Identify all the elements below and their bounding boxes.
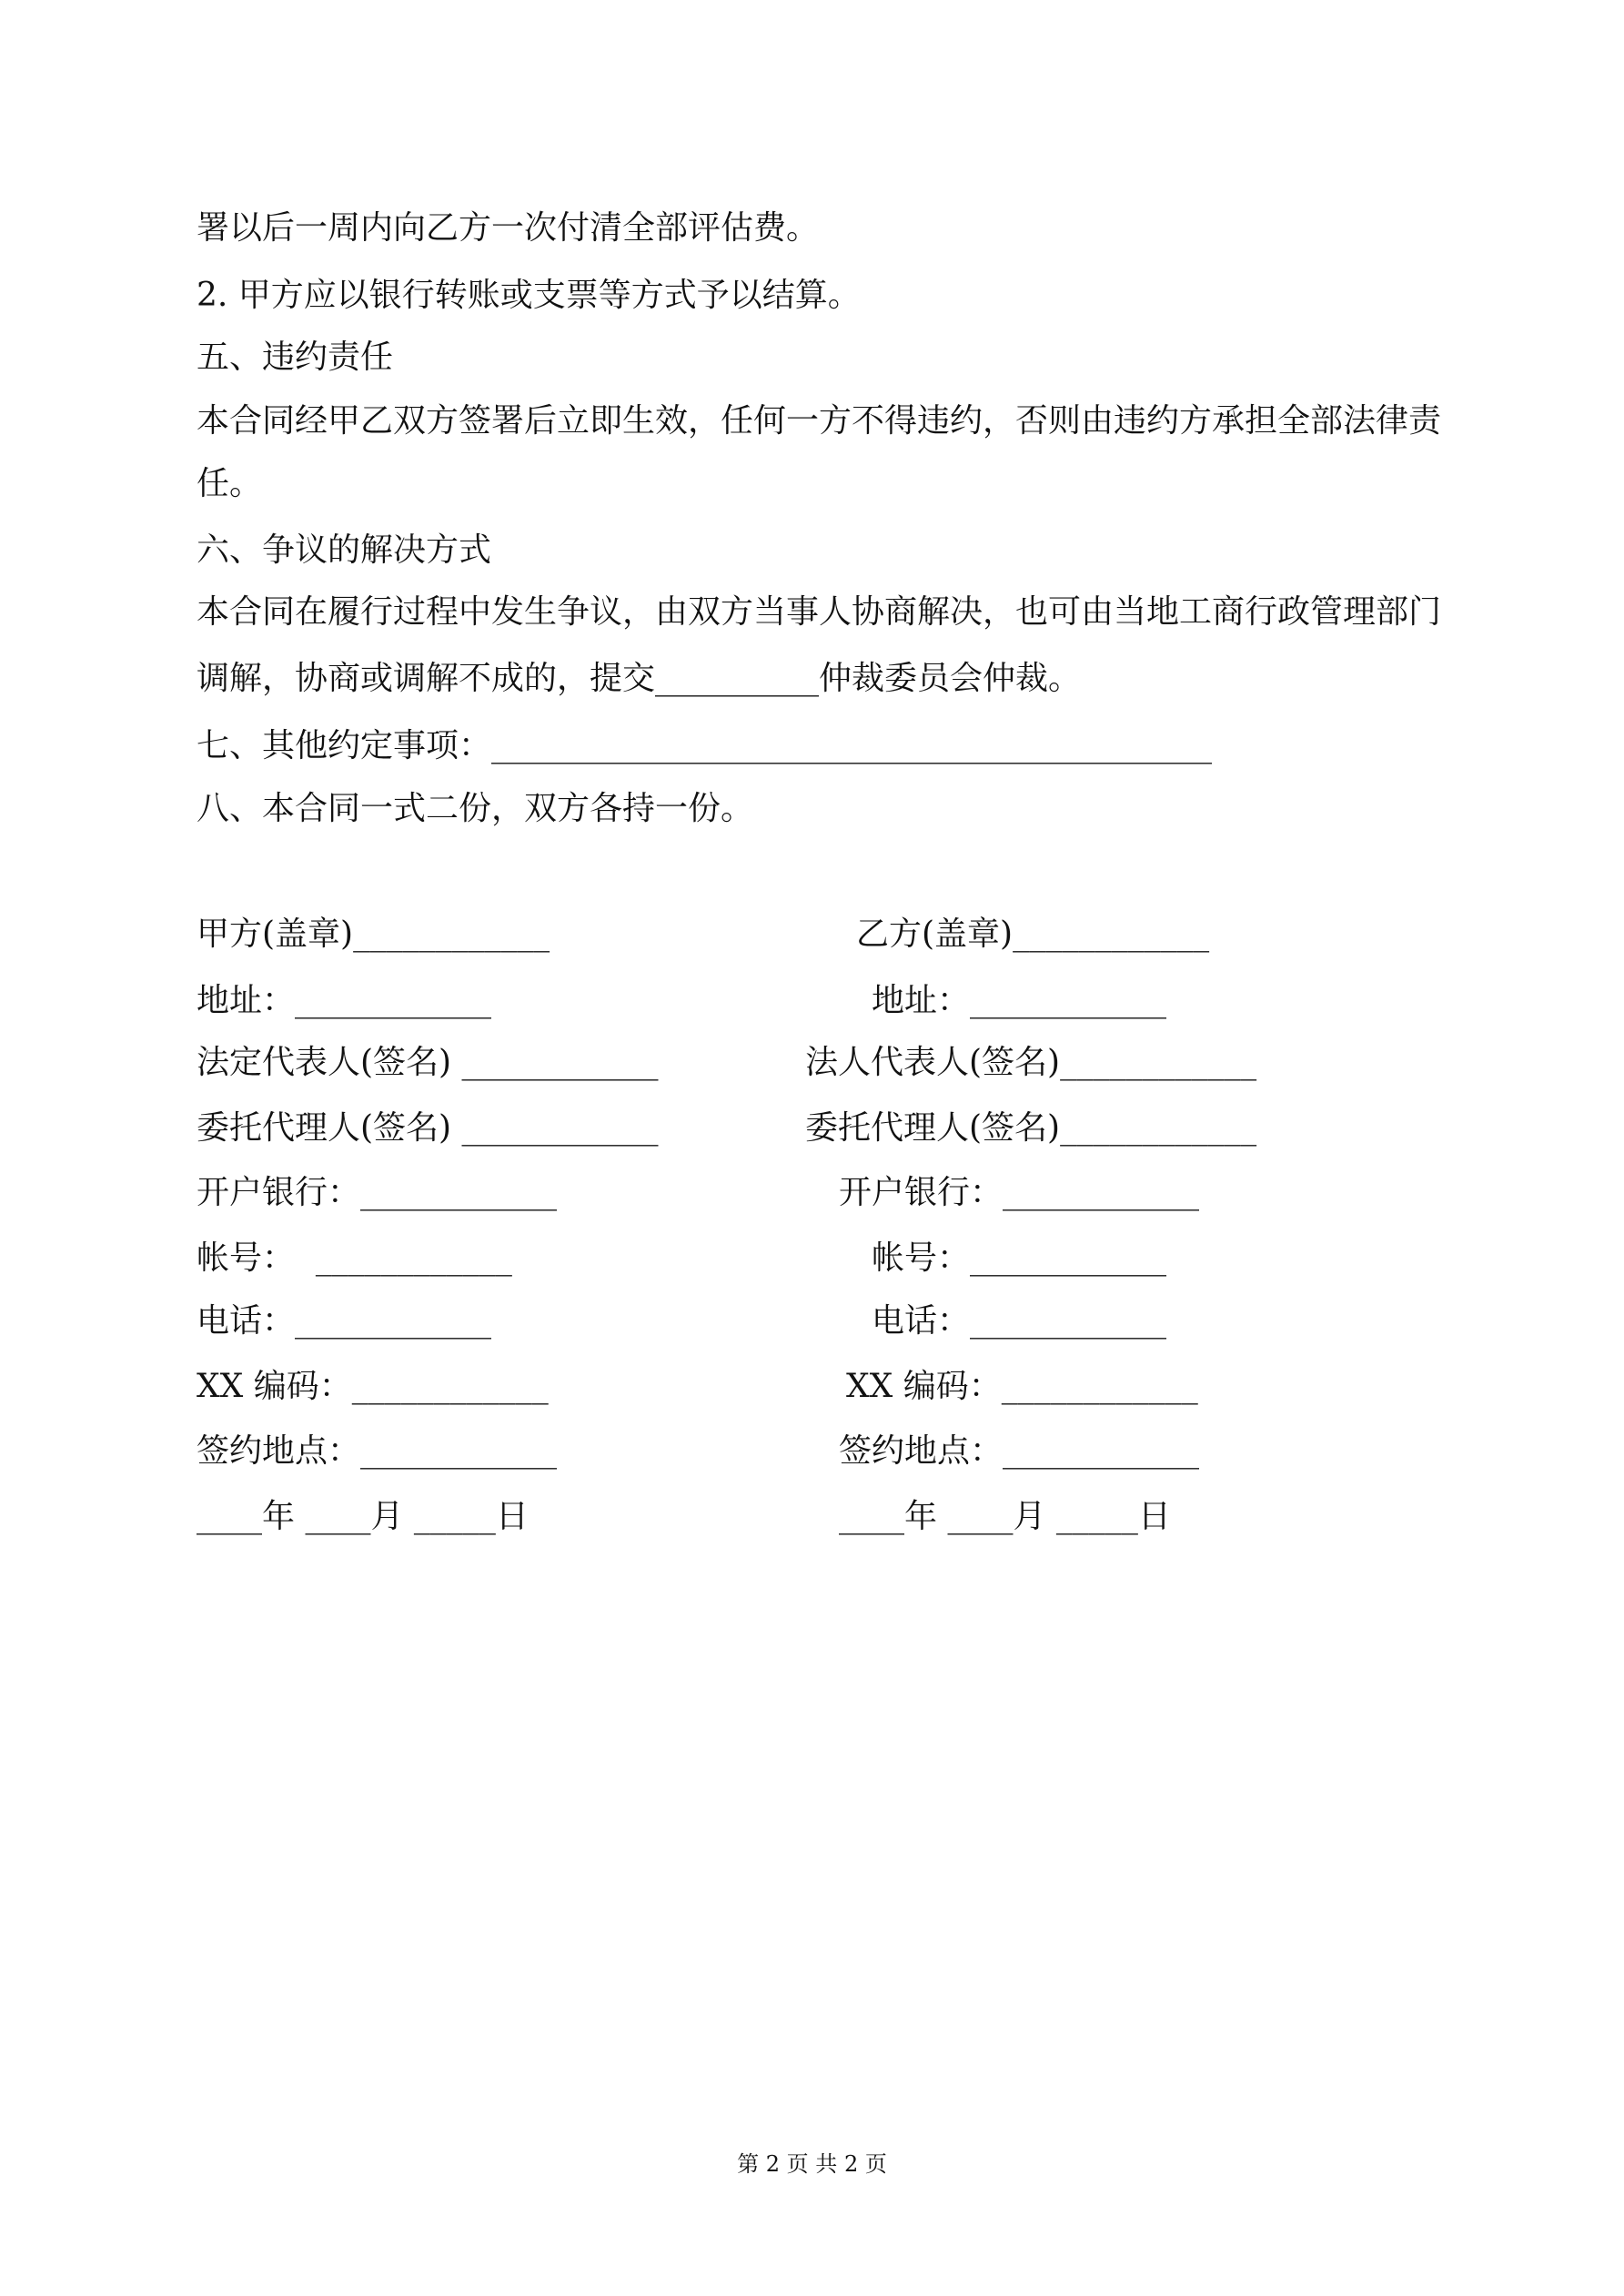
copies-clause: 八、本合同一式二份，双方各持一份。 xyxy=(197,790,754,827)
party-a-bank: 开户银行：____________ xyxy=(197,1174,558,1211)
other-terms-line: 七、其他约定事项：____________________________________________ xyxy=(197,727,1213,764)
section-heading-breach: 五、违约责任 xyxy=(197,339,394,376)
party-a-seal: 甲方(盖章)____________ xyxy=(197,915,550,953)
dispute-clause-line-1: 本合同在履行过程中发生争议，由双方当事人协商解决，也可由当地工商行政管理部门 xyxy=(197,593,1442,631)
payment-method-clause: 2. 甲方应以银行转账或支票等方式予以结算。 xyxy=(197,277,861,314)
party-b-code: XX 编码：____________ xyxy=(846,1368,1198,1405)
party-b-agent: 委托代理人(签名)____________ xyxy=(805,1109,1257,1147)
breach-clause-line-1: 本合同经甲乙双方签署后立即生效，任何一方不得违约，否则由违约方承担全部法律责 xyxy=(197,402,1442,440)
party-a-legal-rep: 法定代表人(签名) ____________ xyxy=(197,1044,659,1081)
party-b-seal: 乙方(盖章)____________ xyxy=(856,915,1210,953)
party-b-signing-place: 签约地点：____________ xyxy=(839,1432,1200,1470)
party-a-code: XX 编码：____________ xyxy=(197,1368,549,1405)
party-a-address: 地址：____________ xyxy=(197,982,492,1019)
section-heading-dispute: 六、争议的解决方式 xyxy=(197,531,492,569)
dispute-clause-line-2: 调解，协商或调解不成的，提交__________仲裁委员会仲裁。 xyxy=(197,660,1082,697)
party-a-phone: 电话：____________ xyxy=(197,1302,492,1340)
breach-clause-line-2: 任。 xyxy=(197,465,263,502)
party-a-account: 帐号： ____________ xyxy=(197,1239,512,1277)
party-a-signing-place: 签约地点：____________ xyxy=(197,1432,558,1470)
party-b-account: 帐号：____________ xyxy=(872,1239,1167,1277)
party-b-date: ____年 ____月 _____日 xyxy=(839,1498,1171,1535)
payment-clause-continuation: 署以后一周内向乙方一次付清全部评估费。 xyxy=(197,209,820,247)
party-a-date: ____年 ____月 _____日 xyxy=(197,1498,529,1535)
party-b-bank: 开户银行：____________ xyxy=(839,1174,1200,1211)
party-b-phone: 电话：____________ xyxy=(872,1302,1167,1340)
party-b-legal-rep: 法人代表人(签名)____________ xyxy=(805,1044,1257,1081)
page-number-footer: 第 2 页 共 2 页 xyxy=(737,2151,887,2177)
party-a-agent: 委托代理人(签名) ____________ xyxy=(197,1109,659,1147)
party-b-address: 地址：____________ xyxy=(872,982,1167,1019)
